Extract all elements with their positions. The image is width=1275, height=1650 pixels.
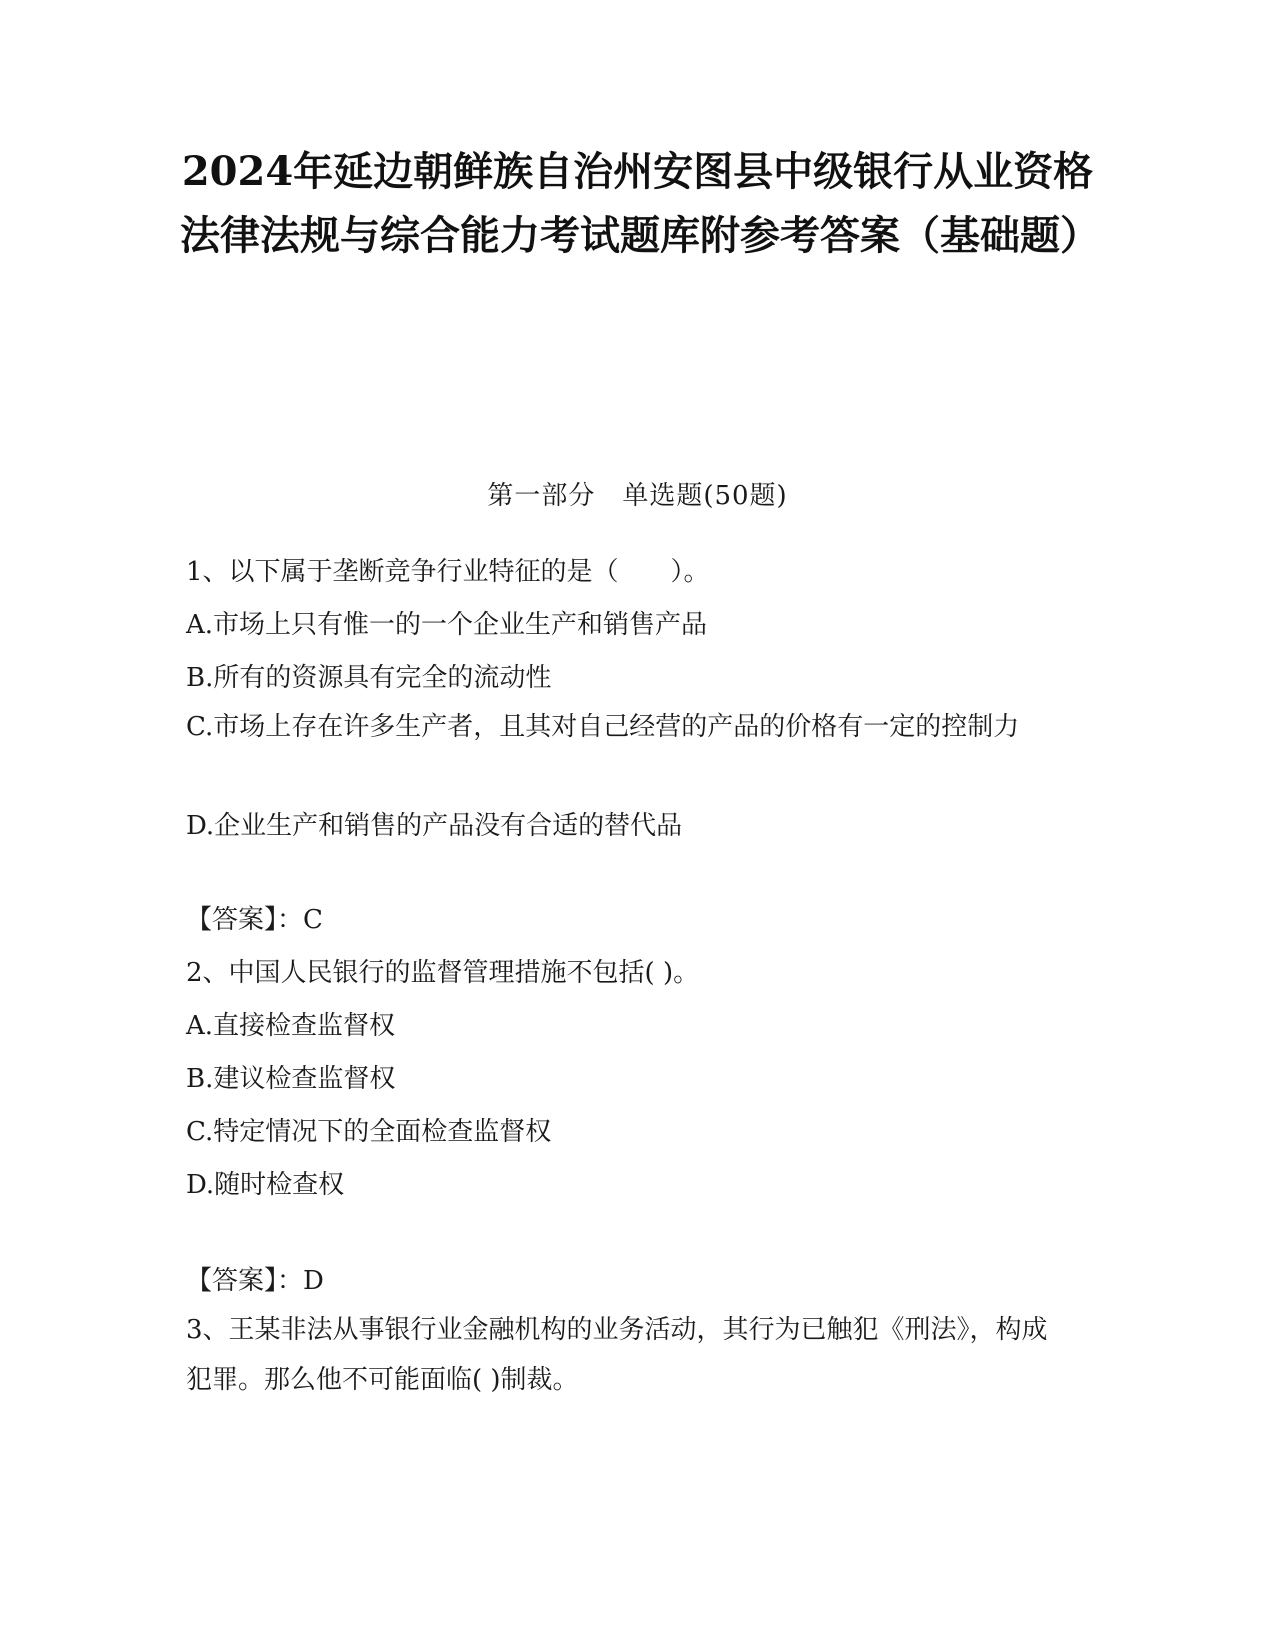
question-2-option-b: B.建议检查监督权 [186,1064,396,1094]
question-1-stem: 1、以下属于垄断竞争行业特征的是（ ）。 [186,557,710,587]
question-2-option-d: D.随时检查权 [186,1170,345,1200]
question-1-option-a: A.市场上只有惟一的一个企业生产和销售产品 [186,610,708,640]
question-2-answer: 【答案】：D [186,1266,324,1296]
question-1-option-b: B.所有的资源具有完全的流动性 [186,663,552,693]
question-2-option-c: C.特定情况下的全面检查监督权 [186,1117,552,1147]
section-heading: 第一部分 单选题(50题) [487,481,788,511]
question-1-option-d: D.企业生产和销售的产品没有合适的替代品 [186,811,683,841]
question-2-option-a: A.直接检查监督权 [186,1011,396,1041]
question-1-option-c: C.市场上存在许多生产者，且其对自己经营的产品的价格有一定的控制力 [186,712,1020,742]
question-1-answer: 【答案】：C [186,905,323,935]
question-3-stem: 3、王某非法从事银行业金融机构的业务活动，其行为已触犯《刑法》，构成犯罪。那么他不可能面临( )制裁。 [186,1315,1048,1395]
document-title: 2024年延边朝鲜族自治州安图县中级银行从业资格法律法规与综合能力考试题库附参考答案（基础题） [180,148,1100,259]
question-2-stem: 2、中国人民银行的监督管理措施不包括( )。 [186,958,700,988]
